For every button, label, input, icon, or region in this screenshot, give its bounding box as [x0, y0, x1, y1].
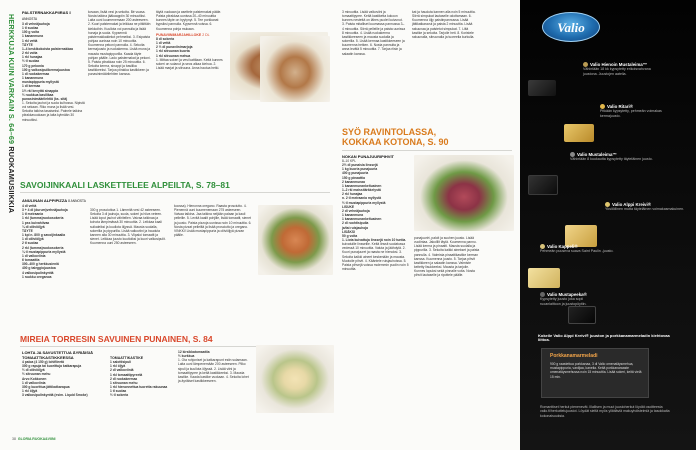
- ingredient-list: [22, 22, 86, 101]
- ingredient-item: ja/tai ruisjauhoja: [342, 225, 369, 230]
- cheese-hienoin-icon: [528, 80, 556, 96]
- ingredient-item: 1 sitruunan mehu: [110, 380, 138, 385]
- ingredient-item: 1 tl meiraania: [22, 212, 44, 217]
- ingredient-item: 3 dl vehnäjauhoja: [22, 22, 50, 26]
- ingredient-item: 2 dl ruohtisipulia: [342, 221, 369, 226]
- ingredient-item: TÄYTE: [22, 228, 33, 233]
- product-name: Valio Mustaleima™: [577, 152, 617, 157]
- ingredient-item: 1 kg kuoria punajuuria: [342, 167, 378, 172]
- product-name: Kokeile Valio Alppi Kreivi® juuston ja porkkanamarmeladin kiehtovaa liittoa.: [538, 333, 670, 343]
- ingredient-item: 1 dl valkoviinia: [22, 380, 46, 385]
- recipe-column-11: [412, 10, 478, 41]
- ingredient-item: 2 ½ dl punaviinimarjoja: [156, 45, 193, 50]
- subrecipe-title: TOMAATTIKASTIKE: [110, 356, 144, 360]
- ingredient-item: 1 rkl sitruunan mehua: [156, 53, 191, 58]
- food-photo-pie-plate: [260, 36, 330, 102]
- recipe-steps: täytä vuokaan ja asettele palsternakat pääle. Paista piirakkaa uunissa 20–40 minuuttia kunnes täyte on hyytynyt. 5. Tee porkkanat kypsiksi pannulla. Kypsennä voissa. 6. Kuumenna pohja mukaan.: [156, 10, 222, 31]
- ingredient-item: 1 rkl hienonnettua tuoretta rakuunaa: [110, 385, 168, 390]
- ingredient-item: 2½ dl punaisia linssejä: [342, 163, 378, 168]
- recipe-column-1: [22, 10, 86, 124]
- ingredient-item: 1 kananmuna: [22, 34, 44, 39]
- ingredient-item: ½ sitruunan mehu: [22, 372, 51, 377]
- ingredient-item: 1 dl vettä: [156, 41, 171, 46]
- ingredient-item: mustapippuria myllystä: [22, 80, 59, 85]
- recipe-column-5: [90, 208, 168, 247]
- ingredient-item: TÄYTE: [22, 42, 33, 47]
- ingredient-item: 1½ rkl kevyttä sinappia: [22, 88, 59, 93]
- ingredient-item: punasinimäärilehtiä (ks. sitä): [22, 96, 68, 101]
- section-title-mireia: MIREIA TORRESIN SAVUINEN PUNAINEN, S. 84: [20, 334, 213, 344]
- ingredient-item: 1 rkl vettä: [22, 38, 38, 43]
- ad-product-mustaleima: [570, 152, 660, 162]
- ad-product-ritari: [600, 104, 680, 118]
- ad-product-kappeli: [540, 244, 620, 254]
- ingredient-item: 1 rkl hunajaa: [22, 55, 43, 60]
- ingredient-item: ½ ruukkua basilikaa: [22, 92, 54, 97]
- ingredient-item: 1–4 keskikokoista palsternakkaa: [22, 46, 73, 51]
- ingredient-list: [22, 360, 108, 397]
- ingredient-item: ½ kurkkua: [178, 354, 195, 359]
- ingredient-item: 1 dl ruokakermaa: [22, 71, 50, 76]
- ingredient-item: ½ tl suolaa: [22, 59, 40, 64]
- ingredient-item: 4 paloa (4 150 g) lohifileetä: [22, 360, 64, 364]
- product-name: Valio Alppi Kreivi®: [612, 202, 651, 207]
- promo-text: 900 g raastettua porkkanaa, 3 dl Valio omenatäysmehua, mustapippuria, vaniljaa, kanelia. Keitä porkkanaraaste omenatäysmehussa noin 15 minuuttia. Lisää sokeri, keitä vielä 15 min.: [550, 362, 642, 379]
- ingredient-item: ¼ tl mustapippuria myllystä: [22, 249, 66, 254]
- ingredient-item: 300 g kuorittua jättikatkarapua: [22, 384, 70, 389]
- ingredient-item: Arvo Kokkonen: [22, 376, 47, 381]
- product-description: Pitkään kypsytetty, pehmeän voimakas kermajuusto.: [600, 109, 662, 118]
- ad-product-hienoin: [583, 62, 663, 76]
- divider: [342, 150, 512, 151]
- recipe-portion: 8–10 KPL: [342, 159, 357, 163]
- ingredient-item: ½ tl mustapippuria myllystä: [342, 200, 386, 205]
- ingredient-item: 2 rkl voita: [22, 51, 38, 56]
- ingredient-item: 2 tl suolaa: [22, 241, 39, 246]
- recipe-steps: kuivatuille linsseille. Keitä linssit suolatussa vedessä 10 minuuttia. Valuta ja jäähdytä. 2. Kuori punajuuret ja raasta ne hienoksi. 3. Sekoita kaikki aineet keskenään ja mausta. Muotoile pihvit. 4. Kääntele ruisjauhoissa. 5. Paista pihvejä voissa molemmin puolin noin 5 minuuttia.: [342, 242, 409, 272]
- subrecipe-steps: 1. Mittaa sokeri ja vesi kattilaan. Keitä kunnes sokeri on sulanut ja seos alkaa kiehua. 2. Lisää marjat ja sitruuna. Anna hautua hetki.: [156, 57, 223, 71]
- ingredient-list: [110, 360, 174, 397]
- recipe-steps: 300 g prosciuttoa 1. Lämmitä vesi 42 asteeseen. Sekoita 3 dl jauhoja, suola, sokeri ja hiiva veteen. Lisää loput jauhot vähitellen. Vaivaa taikinaa ja kohota lämpimässä 30 minuuttia. 2. Leikkaa kaali suikaleiksi ja kuullota öljyssä. Mausta suolalla, sokerilla ja pippurilla. Lisää valkoviini ja hauduta kannen alla 30 minuuttia. 3. Viipaloi tomaatit ja sienet. Leikkaa juusto kuutioiksi ja kuori valkosipulit. Kuumenna uuni 250 asteeseen.: [90, 208, 166, 246]
- product-name: Valio Kappeli®: [547, 244, 578, 249]
- ingredient-item: 100 g valkosipulikermajuustoa: [22, 67, 70, 72]
- food-photo-pizza: [258, 205, 333, 275]
- ingredient-item: 300 g rapuja tai kuorittuja katkarapuja: [22, 364, 82, 369]
- ingredient-list: [156, 37, 224, 58]
- ingredient-item: 1 tl suolaa: [110, 389, 127, 394]
- ingredient-item: 1 ruukku oreganoa: [22, 274, 52, 279]
- cheese-kappeli-icon: [528, 268, 560, 288]
- ingredient-list: [22, 204, 86, 279]
- ad-product-mustapeeka: [540, 292, 602, 306]
- ingredient-item: 2 dl valkoviiniä: [110, 368, 134, 373]
- product-name: Valio Ritari®: [607, 104, 633, 109]
- page-number: 38: [12, 437, 16, 441]
- magazine-name: GLORIA RUOKA&VIINI: [17, 437, 56, 441]
- ingredient-item: 1 dl valkoviinia: [22, 253, 46, 258]
- recipe-steps: koossa). Hienonna oregano. Raasta prosciutto. 4. Pienennä uuni kuumenemaan 275 asteeseen. Vaivaa taikina. Jaa taikina neljään palaan ja kauli pelleille. 5. Levitä kaalit pohjille, lisää tomaatit, sienet ja juusto. Paista pizzoja uunissa noin 10 minuuttia. 6. Nosta pizzat pelleiltä ja lisää prosciutto ja oregano. VINKKI! Lisää mustapippuria ja oliiviöljyä pizzan päälle.: [174, 204, 252, 238]
- recipe-column-10: [342, 10, 406, 58]
- ingredient-item: 300–400 g herkkusieniä: [22, 262, 59, 267]
- section-title-syo: [342, 127, 449, 147]
- ingredient-list: [178, 350, 250, 358]
- ingredient-item: 400 g punajuuria: [342, 171, 369, 176]
- recipe-title-palsternakkapiiras: [22, 10, 86, 22]
- ingredient-item: 1 kananmunankeltuainen: [342, 183, 382, 188]
- ingredient-item: 1 rkl tomaattipyreetä: [110, 372, 143, 377]
- promo-recipe-box: [541, 348, 649, 398]
- ad-bottom-text: Romanttiset herkut pienenevät. Illallisen ja muut juustoherkut löydät osoitteesta valio.fi/herkuttelujuustot. Löydät sieltä myös yllättäviä makuyhdistelmiä ja tasokkaita kokonaisuuksia.: [540, 405, 670, 418]
- ingredient-item: 12 kirsikkatomaattia: [178, 350, 210, 354]
- recipe-column-3: [156, 10, 224, 72]
- product-name: Valio Mustapeeka®: [547, 292, 587, 297]
- recipe-title-punajuuripihvit: NOKAN PUNAJUURIPIHVIT: [342, 154, 395, 159]
- ingredient-item: 4 valkosipulinkynttä: [22, 270, 54, 275]
- recipe-steps: kat ja hauduta kannen alla noin 5 minuuttia. Siirrä simpukat lautaselle odottamaan. 6. Kuumenna öljy paistinpannussa. Lisää jättikatkaravut ja paista 2 minuuttia. Lisää rakuunaa ja paistetut simpukat. 7. Liitä kastike ja sekoita. Tarjoile heti. 8. Koristele rakuunalla, sitruunalla ja tuoreella kurkulla.: [412, 10, 476, 39]
- recipe-column-8: [110, 355, 174, 398]
- ingredient-item: ¼ dl oliiviöljyä: [22, 224, 45, 229]
- recipe-column-6: [174, 204, 252, 239]
- vertical-section-band: [4, 14, 16, 219]
- vertical-title-text: HERKKUJA KUIN VARKAIN S. 64–69: [7, 14, 16, 145]
- ingredient-item: 1 kananmunankeltuainen: [342, 217, 382, 222]
- ingredient-item: 100 g voita: [22, 30, 40, 35]
- recipe-title-text: PALSTERNAKKAPIIRAS: [22, 10, 69, 15]
- product-description: Vähintään 8 kuukautta kypsytetty täyteläinen juusto.: [570, 157, 653, 162]
- cheese-ritari-icon: [564, 124, 594, 142]
- product-name: Valio Hienoin Mustaleima™: [590, 62, 648, 67]
- ingredient-item: 1 pss kuivahiivaa: [22, 220, 50, 225]
- recipe-column-9: [178, 350, 250, 385]
- cheese-mustapeeka-icon: [568, 306, 596, 324]
- ingredient-item: 50 g voita: [342, 233, 358, 238]
- ingredient-item: 1 dl kermaa: [22, 84, 41, 89]
- ingredient-item: 150 g pinaattia: [342, 175, 365, 180]
- ingredient-item: 2 kananmunaa: [342, 179, 365, 184]
- ingredient-item: ½ tl sokeria: [110, 393, 129, 398]
- vertical-subtitle: RUOKAMUSIIKKIA: [7, 146, 16, 214]
- subrecipe-portion: 2 DL: [202, 32, 210, 37]
- ingredient-item: LISUKE: [342, 204, 355, 209]
- recipe-steps: 1. Ota ruhjoniset ja katkarapunt esiin sulamaan. Laita uuni lämpenemään 200 asteeseen. Pilko sipuli ja kuullota öljyssä. 2. Lisää viini ja tomaattipyree ja keitä kastikkeeksi. 3. Mausta kastike. Kaada kastike vuokaan. 4. Sekoita lohet ja äyriäiset kastikkeeseen.: [178, 358, 249, 384]
- ingredient-item: 4 dl vettä: [22, 204, 37, 208]
- ad-combo-text: [538, 334, 670, 343]
- recipe-steps: kovaan, lisää vesi ja sekoita. Bé vuasa. Nosta taikina jääkaappiin 30 minuutiksi. Laita uuni kuumenemaan 200 asteeseen. 2. Kuori palsternakat ja leikkaa ne pitkittäin kiekkoihin. Kuullota voi pannulla ja lisää hunaja ja suola. Kypsennä palsternakkakiekot pehmeiksi. 3. Esipaista pohjaa uunissa noin 10 minuuttia. Kuumenna pekoni pannulla. 4. Sekoita kermajuusto ja ruokakerma. Lisää muna ja mausta mustapippurilla. Kaada täyte pohjan päälle. Lado palsternakat ja pekoni. 5. Paista piirakkaa noin 25 minuuttia. 6. Sekoita kerma, sinappi ja basilika kastikkeeksi. Tarjoa piirakka kastikkeen ja punasinimäärilehtien kanssa.: [88, 10, 151, 77]
- ingredient-item: 1. Liota kuivattuja linssejä noin 10 tuntia.: [342, 237, 407, 242]
- recipe-column-7: [22, 350, 108, 397]
- section-title-line2: KOKKAA KOTONA, S. 90: [342, 137, 449, 147]
- ingredient-item: 2 dl vehnäjauhoja: [342, 208, 370, 213]
- ingredient-item: 3 + 4 dl (durum)vehnäjauhoja: [22, 208, 68, 213]
- ingredient-list: [342, 163, 410, 242]
- ingredient-item: n. 2 tl meiraania myllystä: [342, 196, 382, 201]
- product-description: Pehmeän puuseva suava Saint Paulin -juusto.: [540, 249, 614, 254]
- vertical-section-title: [4, 14, 16, 219]
- valio-logo-text: Valio: [557, 20, 585, 35]
- ingredient-item: 1–2 rkl maissitärkkelystä: [342, 188, 381, 193]
- page-footer: [12, 437, 55, 441]
- ingredient-item: 1 rkl (tumma)ruokosokeria: [22, 216, 64, 221]
- promo-title: Porkkanamarmeladi: [550, 353, 598, 359]
- recipe-column-2: [88, 10, 152, 79]
- ingredient-item: ½ dl oliiviöljyä: [22, 368, 45, 373]
- recipe-steps: 1. Sekoita jauhot ja suola kulhossa. Nipistä voi sekaan. Riko muna ja lisää vesi. Sekoita taikina tasaiseksi. Painele taikina piirakkavuokaan ja laita kylmään 30 minuutiksi.: [22, 100, 85, 122]
- subrecipe-title-text: PUNAVIINIMARJAHILLOKE: [156, 32, 202, 37]
- recipe-portion: 8 ANNOSTA: [22, 11, 72, 21]
- recipe-title-text: ANULINAN ALPPIPIZZA: [22, 198, 68, 203]
- ingredient-item: 8 dl sokeria: [156, 36, 175, 41]
- ingredient-item: 2 rkl (tumma)ruokosokeria: [22, 245, 64, 250]
- recipe-column-4: [22, 198, 86, 279]
- product-description: Vähintään 18 kk kypsytetty erikoisvahvana juustona. Juustojen aatelia.: [583, 67, 651, 76]
- ad-product-alppi-kreivi: [605, 202, 685, 212]
- food-photo-salmon: [256, 345, 334, 413]
- product-description: Kypsytetty juusto joka sopii ruoanlaittoon ja juustopöytiin.: [540, 297, 587, 306]
- recipe-title-lohta: LOHTA JA SAVUSTETTUA ÄYRIÄISIÄ TOMAATTIKASTIKKEESSA: [22, 350, 93, 360]
- recipe-steps: 3 minuuttia. Lisää valkoviini ja tomaattipyree. Keitä kastiketta kokoon kunnes nestettä on lähes puolet kuivunut. 3. Paista mitalliset kuumassa pannussa 3–4 minuuttia. Siirrä pelleille ja paista uunissa 8 minuuttia. 4. Lisää ruokakerma kastikkeeseen ja mausta suolalla ja sokerilla. 5. Lisää kermaa kastikkeeseen ja kuumenna hetken. 6. Nosta pannulta ja anna levätä 5 minuuttia. 7. Tarjoa riisin ja salaatin kanssa.: [342, 10, 406, 56]
- divider: [20, 192, 330, 193]
- product-description: Yksilöllinen mutta täyteläinen voimakasmakuinen.: [605, 207, 685, 212]
- ingredient-item: 6 tomaattia: [22, 258, 40, 263]
- recipe-column-12: [342, 154, 410, 273]
- ingredient-item: 1 tl suolaa: [22, 26, 39, 31]
- ingredient-item: 2 dl ruokakermaa: [110, 376, 138, 381]
- ingredient-item: 2 rkl hunajaa: [342, 192, 363, 197]
- ingredient-item: 1 kananmuna: [22, 76, 44, 81]
- cheese-mustaleima-icon: [528, 175, 558, 195]
- ingredient-item: 1 rkl sitruunan kuorta: [156, 49, 190, 54]
- recipe-steps: punajuurirt, paloit ja suuhen juusto. Lisää vuolintaa. Jakolllit täytä. Kuumenna pannu. Lisää kerma ja pinaatti. Mausta suolalla ja pippurilla. 3. Sekoita kaikki ainekset ja paista pannulla. 4. Valmista pinaattikastike kerman kanssa. Kuumenna juusto. 5. Tarjoa pihvit kastikkeen ja salaatin kanssa. Valmiste keitetty lisukkeeksi. Mausta ja tarjoile. Kunnes lopuksi sekä pinnalle voita. Nosta pihvit lautaselle ja ripottele päälle.: [414, 236, 480, 278]
- valio-logo: [542, 12, 600, 42]
- recipe-column-13: [414, 236, 480, 280]
- ingredient-item: LISÄKSI: [342, 229, 356, 234]
- ingredient-item: 170 g pekonia: [22, 63, 44, 68]
- food-photo-beetroot: [414, 155, 514, 231]
- ingredient-item: 1 salottisipuli: [110, 360, 132, 365]
- ingredient-item: 1 dl oliiviöljyä: [22, 237, 44, 242]
- ingredient-item: 1 kananmuna: [342, 213, 364, 218]
- ingredient-item: 1 kpl n. 800 g savoijinkaalia: [22, 233, 66, 238]
- section-title-savoi: SAVOIJINKAALI LASKETTELEE ALPEILTA, S. 78–81: [20, 180, 230, 190]
- ingredient-item: 3 valkosipulinkynttä (esim. Liquid Smoke): [22, 393, 88, 398]
- ingredient-item: 1 rkl öljyä: [110, 364, 126, 369]
- recipe-portion: 8 ANNOSTA: [68, 199, 86, 203]
- ingredient-item: 400 g taleggiojuustoa: [22, 266, 56, 271]
- ingredient-item: 1 rkl öljyä: [22, 389, 38, 394]
- section-title-line1: SYÖ RAVINTOLASSA,: [342, 127, 437, 137]
